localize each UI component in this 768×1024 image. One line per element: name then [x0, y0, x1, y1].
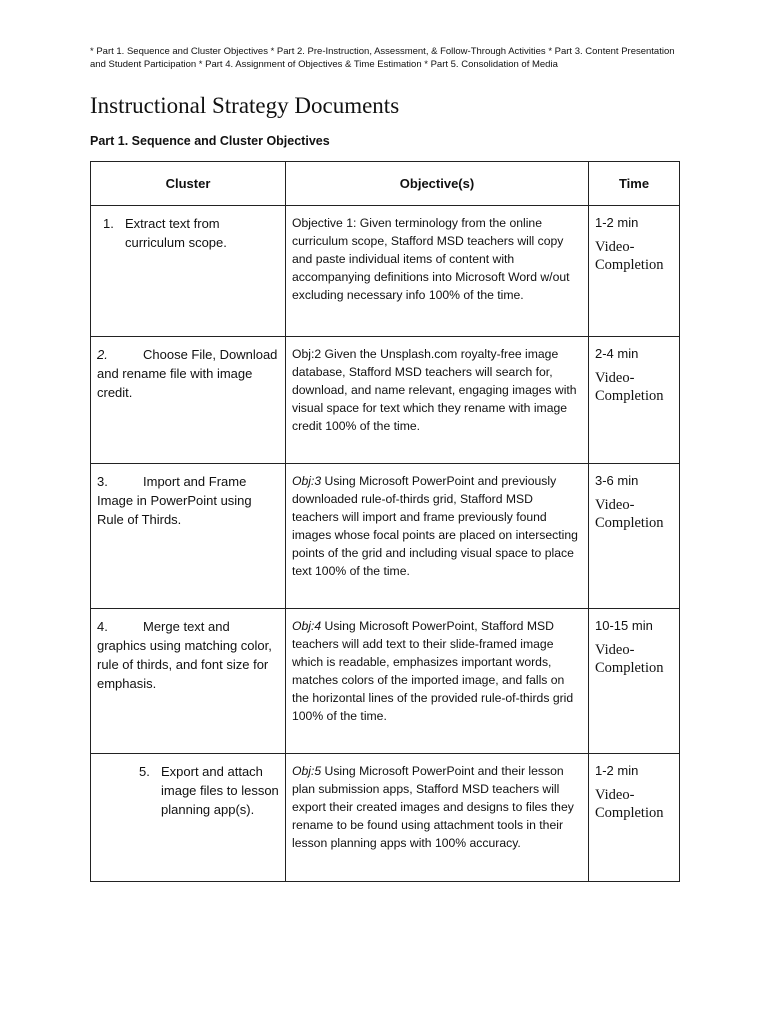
- table-row: [91, 464, 680, 609]
- time-cell: [589, 337, 680, 464]
- column-header-objective: Objective(s): [286, 162, 589, 206]
- objective-prefix: Obj:3: [292, 474, 322, 488]
- table-row: [91, 754, 680, 882]
- section-heading: Part 1. Sequence and Cluster Objectives: [90, 134, 330, 148]
- cluster-number: 5.: [139, 764, 150, 779]
- cluster-number: 1.: [103, 216, 114, 231]
- time-range: 1-2 min: [595, 215, 639, 230]
- time-mode: Video-Completion: [595, 239, 664, 273]
- column-header-cluster: Cluster: [91, 162, 286, 206]
- objective-text: Using Microsoft PowerPoint and previously downloaded rule-of-thirds grid, Stafford MSD teachers will import and frame previously found images whose focal points are placed on intersecting points of the grid and including visual space to place text 100% of the time.: [292, 474, 578, 578]
- objective-prefix: Obj:4: [292, 619, 322, 633]
- time-mode: Video-Completion: [595, 370, 664, 404]
- time-cell: [589, 609, 680, 754]
- time-cell: [589, 754, 680, 882]
- time-cell: [589, 464, 680, 609]
- objective-cell: [286, 609, 589, 754]
- table-row: [91, 337, 680, 464]
- time-mode: Video-Completion: [595, 787, 664, 821]
- table-header-row: [91, 162, 680, 206]
- objectives-table: [90, 161, 680, 882]
- objective-text: Using Microsoft PowerPoint and their lesson plan submission apps, Stafford MSD teachers will export their created images and designs to files they rename to be found using attachment tools in their lesson planning apps with 100% accuracy.: [292, 764, 574, 850]
- objective-cell: [286, 206, 589, 337]
- objective-text: Given terminology from the online curriculum scope, Stafford MSD teachers will copy and paste individual items of content with accompanying definitions into Microsoft Word w/out excluding necessary info 100% of the time.: [292, 216, 570, 302]
- cluster-text: Import and Frame Image in PowerPoint using Rule of Thirds.: [97, 474, 252, 527]
- time-mode: Video-Completion: [595, 497, 664, 531]
- time-range: 10-15 min: [595, 618, 653, 633]
- cluster-text: Export and attach image files to lesson planning app(s).: [161, 764, 279, 817]
- table-row: [91, 206, 680, 337]
- objective-cell: [286, 464, 589, 609]
- document-header-note: * Part 1. Sequence and Cluster Objectives * Part 2. Pre-Instruction, Assessment, & Follow-Through Activities * Part 3. Content Presentation and Student Participation * Part 4. Assignment of Objectives & Time Estimation * Part 5. Consolidation of Media: [90, 46, 675, 70]
- document-title: Instructional Strategy Documents: [90, 93, 400, 118]
- objective-text: Using Microsoft PowerPoint, Stafford MSD teachers will add text to their slide-framed image which is readable, emphasizes important words, matches colors of the imported image, and falls on the horizontal lines of the provided rule-of-thirds grid 100% of the time.: [292, 619, 574, 723]
- cluster-text: Choose File, Download and rename file with image credit.: [97, 347, 278, 400]
- cluster-cell: [91, 206, 286, 337]
- table-row: [91, 609, 680, 754]
- time-mode: Video-Completion: [595, 642, 664, 676]
- cluster-number: 4.: [97, 619, 108, 634]
- objective-prefix: Obj:2: [292, 347, 322, 361]
- cluster-cell: [91, 464, 286, 609]
- cluster-number: 2.: [97, 347, 108, 362]
- objective-prefix: Obj:5: [292, 764, 322, 778]
- cluster-number: 3.: [97, 474, 108, 489]
- objective-cell: [286, 337, 589, 464]
- cluster-cell: [91, 609, 286, 754]
- time-range: 1-2 min: [595, 763, 639, 778]
- cluster-cell: [91, 337, 286, 464]
- time-cell: [589, 206, 680, 337]
- time-range: 3-6 min: [595, 473, 639, 488]
- cluster-text: Extract text from curriculum scope.: [125, 216, 227, 250]
- time-range: 2-4 min: [595, 346, 639, 361]
- objective-cell: [286, 754, 589, 882]
- column-header-time: Time: [589, 162, 680, 206]
- cluster-cell: [91, 754, 286, 882]
- objective-prefix: Objective 1:: [292, 216, 357, 230]
- cluster-text: Merge text and graphics using matching color, rule of thirds, and font size for emphasis.: [97, 619, 272, 691]
- objective-text: Given the Unsplash.com royalty-free image database, Stafford MSD teachers will search for, download, and name relevant, engaging images with visual space for text which they rename with image credit 100% of the time.: [292, 347, 577, 433]
